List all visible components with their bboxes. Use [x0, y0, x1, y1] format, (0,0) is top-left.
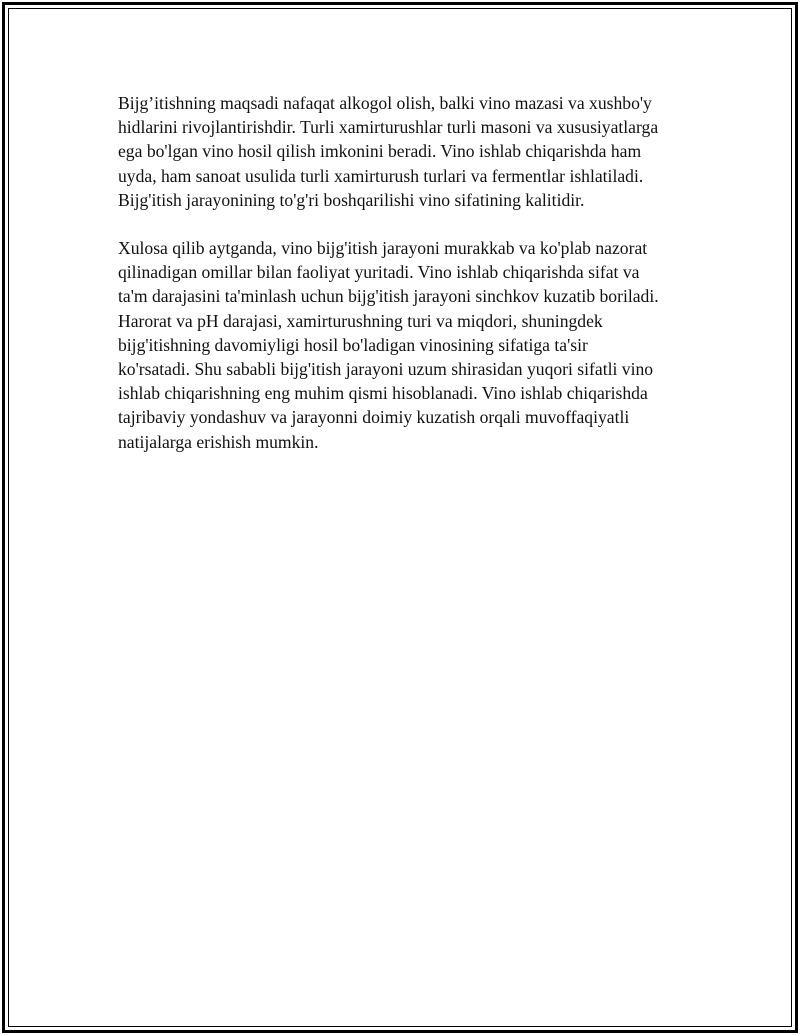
text-line: natijalarga erishish mumkin.: [118, 431, 319, 452]
text-line: Xulosa qilib aytganda, vino bijg'itish jarayoni murakkab va ko'plab nazorat: [118, 238, 648, 259]
paragraph-conclusion: [118, 236, 698, 454]
text-line: ta'm darajasini ta'minlash uchun bijg'itish jarayoni sinchkov kuzatib boriladi.: [118, 286, 659, 307]
text-line: ko'rsatadi. Shu sababli bijg'itish jarayoni uzum shirasidan yuqori sifatli vino: [118, 359, 654, 380]
text-line: qilinadigan omillar bilan faoliyat yuritadi. Vino ishlab chiqarishda sifat va: [118, 262, 640, 283]
text-line: Bijg’itishning maqsadi nafaqat alkogol olish, balki vino mazasi va xushbo'y: [118, 93, 652, 113]
text-line: tajribaviy yondashuv va jarayonni doimiy kuzatish orqali muvoffaqiyatli: [118, 407, 630, 428]
text-line: ishlab chiqarishning eng muhim qismi hisoblanadi. Vino ishlab chiqarishda: [118, 383, 648, 404]
document-body: [118, 91, 698, 478]
text-line: Harorat va pH darajasi, xamirturushning turi va miqdori, shuningdek: [118, 310, 603, 331]
text-line: bijg'itishning davomiyligi hosil bo'ladigan vinosining sifatiga ta'sir: [118, 334, 588, 355]
text-line: uyda, ham sanoat usulida turli xamirturush turlari va fermentlar ishlatiladi.: [118, 165, 644, 186]
text-line: ega bo'lgan vino hosil qilish imkonini beradi. Vino ishlab chiqarishda ham: [118, 141, 642, 162]
text-line: hidlarini rivojlantirishdir. Turli xamirturushlar turli masoni va xususiyatlarga: [118, 117, 659, 138]
paragraph-fermentation-purpose: [118, 91, 698, 212]
text-line: Bijg'itish jarayonining to'g'ri boshqarilishi vino sifatining kalitidir.: [118, 189, 585, 210]
